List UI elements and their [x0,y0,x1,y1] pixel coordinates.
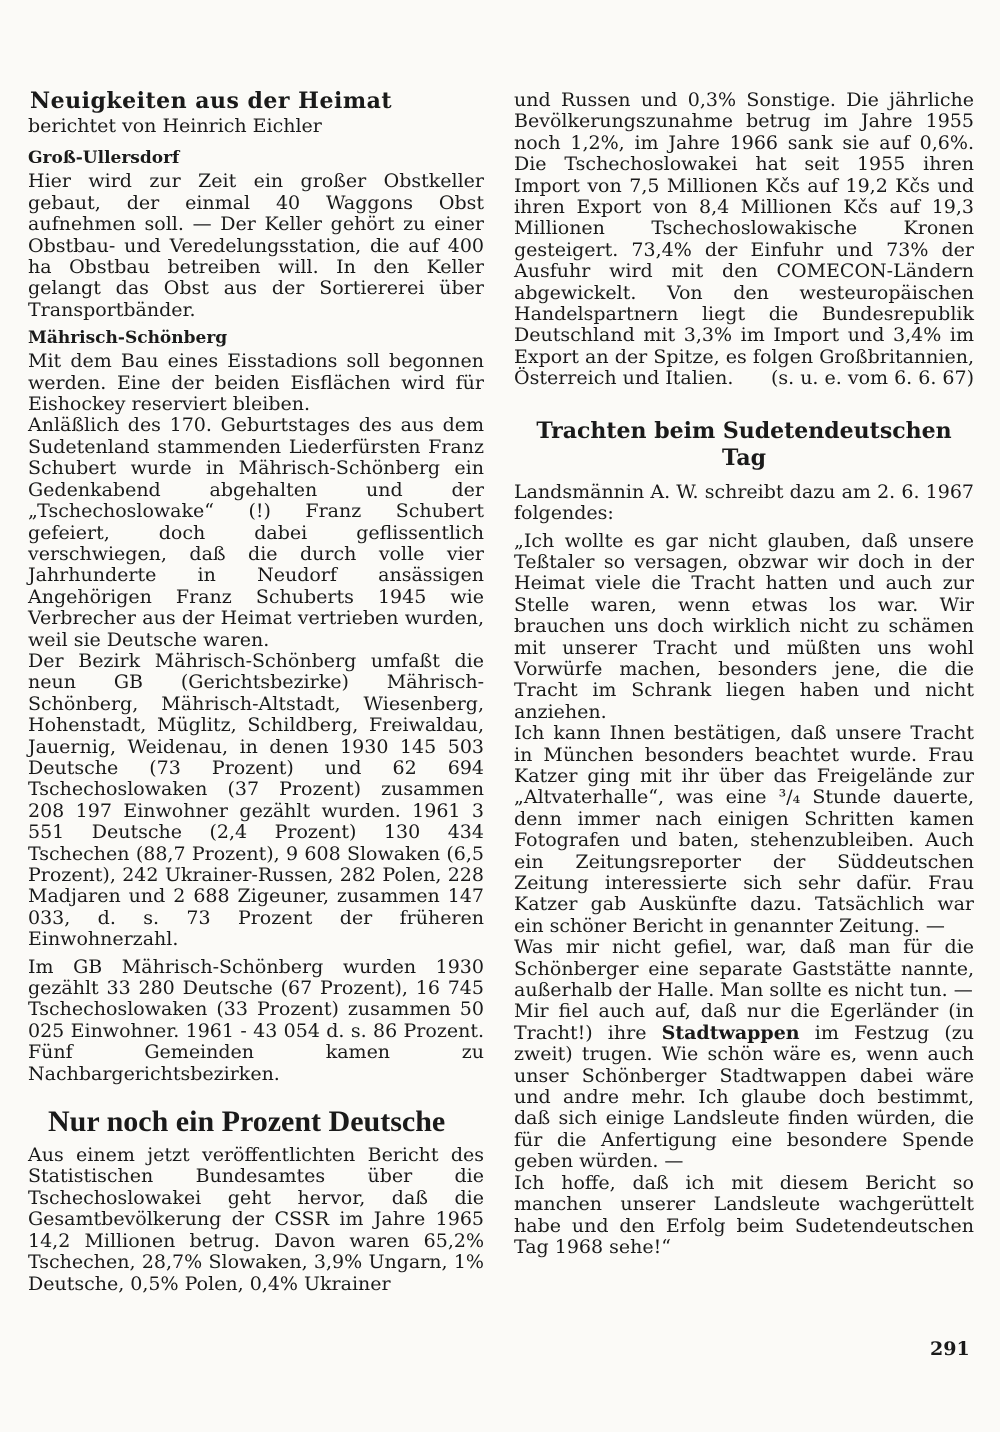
paragraph [514,90,974,390]
section-title-costumes: Trachten beim Sudetendeutschen Tag [536,417,952,471]
source-reference: (s. u. e. vom 6. 6. 67) [770,367,974,390]
paragraph: Der Bezirk Mährisch-Schönberg umfaßt die neun GB (Gerichtsbezirke) Mährisch-Schönberg, Mährisch-Altstadt, Wiesenberg, Hohenstadt, Müglitz, Schildberg, Freiwaldau, Jauernig, Weidenau, in denen 1930 145 503 Deutsche (73 Prozent) und 62 694 Tschechoslowaken (37 Prozent) zusammen 208 197 Einwohner gezählt wurden. 1961 3 551 Deutsche (2,4 Prozent) 130 434 Tschechen (88,7 Prozent), 9 608 Slowaken (6,5 Prozent), 242 Ukrainer-Russen, 282 Polen, 228 Madjaren und 2 688 Zigeuner, zusammen 147 033, d. s. 73 Prozent der früheren Einwohnerzahl. [28,649,484,951]
paragraph: Anläßlich des 170. Geburtstages des aus dem Sudetenland stammenden Liederfürsten Franz Schubert wurde in Mährisch-Schönberg ein Gedenkabend abgehalten und der „Tschechoslowake“ (!) Franz Schubert gefeiert, doch dabei geflissentlich verschwiegen, daß die durch volle vier Jahrhunderte in Neudorf ansässigen Angehörigen Franz Schuberts 1945 wie Verbrecher aus der Heimat vertrieben wurden, weil sie Deutsche waren. [28,414,484,651]
paragraph: Landsmännin A. W. schreibt dazu am 2. 6. 1967 folgendes: [514,480,974,525]
text-run: im Festzug (zu zweit) trugen. Wie schön wäre es, wenn auch unser Schönberger Stadtwappen dabei wäre und andre mehr. Ich glaube doch bestimmt, daß sich einige Landsleute finden würden, die für die Anfertigung eine besondere Spende geben würden. — [514,1021,974,1173]
paragraph: Im GB Mährisch-Schönberg wurden 1930 gezählt 33 280 Deutsche (67 Prozent), 16 745 Tschechoslowaken (33 Prozent) zusammen 50 025 Einwohner. 1961 - 43 054 d. s. 86 Prozent. Fünf Gemeinden kamen zu Nachbargerichtsbezirken. [28,955,484,1085]
paragraph [514,1001,974,1172]
right-column [514,90,974,1258]
text-run: Mir fiel auch auf, daß nur die Egerländer (in Tracht!) ihre [514,1000,974,1044]
paragraph: „Ich wollte es gar nicht glauben, daß unsere Teßtaler so versagen, obzwar wir doch in der Heimat viele die Tracht hatten und auch zur Stelle waren, wenn etwas los war. Wir brauchen uns doch wirklich nicht zu schämen mit unserer Tracht und müßten uns wohl Vorwürfe machen, besonders jene, die die Tracht im Schrank liegen haben und nicht anziehen. [514,529,974,723]
byline: berichtet von Heinrich Eichler [28,115,322,137]
paragraph: Hier wird zur Zeit ein großer Obstkeller gebaut, der einmal 40 Waggons Obst aufnehmen soll. — Der Keller gehört zu einer Obstbau- und Veredelungsstation, die auf 400 ha Obstbau betreiben will. In den Keller gelangt das Obst aus der Sortiererei über Transportbänder. [28,170,484,321]
section-title-news: Neuigkeiten aus der Heimat [30,88,393,114]
place-heading-gross-ullersdorf: Groß-Ullersdorf [28,148,180,169]
paragraph: Aus einem jetzt veröffentlichten Bericht des Statistischen Bundesamtes über die Tschechoslowakei geht hervor, daß die Gesamtbevölkerung der CSSR im Jahre 1965 14,2 Millionen betrug. Davon waren 65,2% Tschechen, 28,7% Slowaken, 3,9% Ungarn, 1% Deutsche, 0,5% Polen, 0,4% Ukrainer [28,1144,484,1295]
page-number: 291 [930,1338,970,1360]
continued-text: und Russen und 0,3% Sonstige. Die jährliche Bevölkerungszunahme betrug im Jahre 1955 noch 1,2%, im Jahre 1966 sank sie auf 0,6%. Die Tschechoslowakei hat seit 1955 ihren Import von 7,5 Millionen Kčs auf 19,2 Kčs und ihren Export von 8,4 Millionen Kčs auf 19,3 Millionen Tschechoslowakische Kronen gesteigert. 73,4% der Einfuhr und 73% der Ausfuhr wird mit den COMECON-Ländern abgewickelt. Von den westeuropäischen Handelspartnern liegt die Bundesrepublik Deutschland mit 3,3% im Import und 3,4% im Export an der Spitze, es folgen Großbritannien, Österreich und Italien. [514,89,974,390]
paragraph: Ich hoffe, daß ich mit diesem Bericht so manchen unserer Landsleute wachgerüttelt habe und den Erfolg beim Sudetendeutschen Tag 1968 sehe!“ [514,1171,974,1258]
paragraph: Was mir nicht gefiel, war, daß man für die Schönberger eine separate Gaststätte nannte, außerhalb der Halle. Man sollte es nicht tun. — [514,936,974,1002]
paragraph: Ich kann Ihnen bestätigen, daß unsere Tracht in München besonders beachtet wurde. Frau Katzer ging mit ihr über das Freigelände zur „Altvaterhalle“, was eine ³/₄ Stunde dauerte, denn immer nach einigen Schritten kamen Fotografen und baten, stehenzubleiben. Auch ein Zeitungsreporter der Süddeutschen Zeitung interessierte sich sehr dafür. Frau Katzer gab Auskünfte dazu. Tatsächlich war ein schöner Bericht in genannter Zeitung. — [514,722,974,937]
paragraph: Mit dem Bau eines Eisstadions soll begonnen werden. Eine der beiden Eisflächen wird für Eishockey reserviert bleiben. [28,350,484,416]
place-heading-maehrisch-schoenberg: Mährisch-Schönberg [28,328,228,349]
left-column [28,88,484,1295]
section-title-one-percent: Nur noch ein Prozent Deutsche [48,1105,446,1139]
bold-word: Stadtwappen [661,1021,800,1044]
